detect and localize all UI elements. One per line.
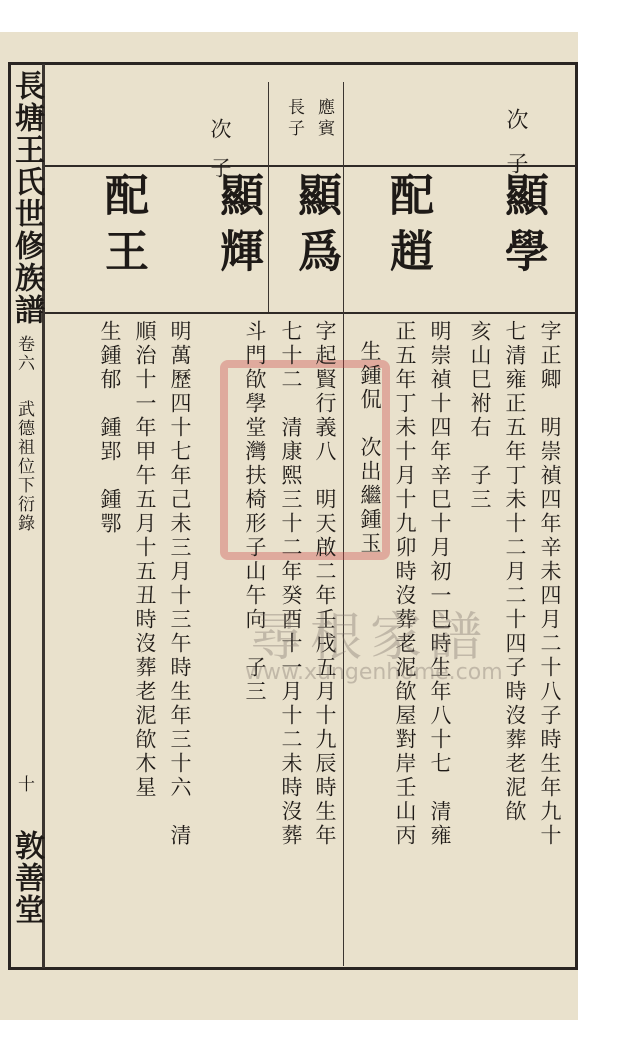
entry-text-column: 七十二 清康熙三十二年癸酉十一月十二未時沒葬 <box>279 320 303 848</box>
spouse-name: 配趙 <box>382 172 433 284</box>
entry-text-column: 斗門欿學堂灣扶椅形子山午向 子三 <box>243 320 267 704</box>
volume-label: 卷六 <box>14 335 34 373</box>
hall-name: 敦善堂 <box>9 830 44 926</box>
entry-text-column: 明崇禎十四年辛巳十月初一巳時生年八十七 清雍 <box>428 320 452 848</box>
birth-order-label-2: 次子 <box>208 118 232 196</box>
entry-text-column: 生鍾侃 次出繼鍾玉 <box>358 340 382 556</box>
spouse-name: 配王 <box>97 172 148 284</box>
middle-rule <box>44 312 576 314</box>
watermark-url: www.xungenhome.com <box>245 660 503 685</box>
entry-text-column: 明萬歷四十七年己未三月十三午時生年三十六 清 <box>168 320 192 848</box>
eldest-son-label: 長子 <box>284 98 304 140</box>
entry-text-column: 亥山巳袝右 子三 <box>468 320 492 512</box>
entry-text-column: 正五年丁未十月十九卯時沒葬老泥欿屋對岸壬山丙 <box>393 320 417 848</box>
person-name: 顯學 <box>497 172 548 284</box>
birth-order-label: 次子 <box>503 108 528 196</box>
entry-text-column: 生鍾郁 鍾郢 鍾鄂 <box>98 320 122 536</box>
entry-text-column: 字正卿 明崇禎四年辛未四月二十八子時生年九十 <box>538 320 562 848</box>
section-label: 武德祖位下衍錄 <box>14 400 34 533</box>
upper-rule <box>44 165 576 167</box>
watermark-text: 尋根家譜 <box>250 608 491 668</box>
person-name: 顯輝 <box>212 172 263 284</box>
entry-text-column: 順治十一年甲午五月十五丑時沒葬老泥欿木星 <box>133 320 157 800</box>
genealogy-title: 長塘王氏世修族譜 <box>9 70 44 326</box>
entry-text-column: 字起賢行義八 明天啟二年壬戌五月十九辰時生年 <box>313 320 337 848</box>
person-name: 顯爲 <box>290 172 341 284</box>
page-number: 十 <box>14 775 34 794</box>
entry-text-column: 七清雍正五年丁未十二月二十四子時沒葬老泥欿 <box>503 320 527 824</box>
father-name-label: 應賓 <box>314 98 334 140</box>
